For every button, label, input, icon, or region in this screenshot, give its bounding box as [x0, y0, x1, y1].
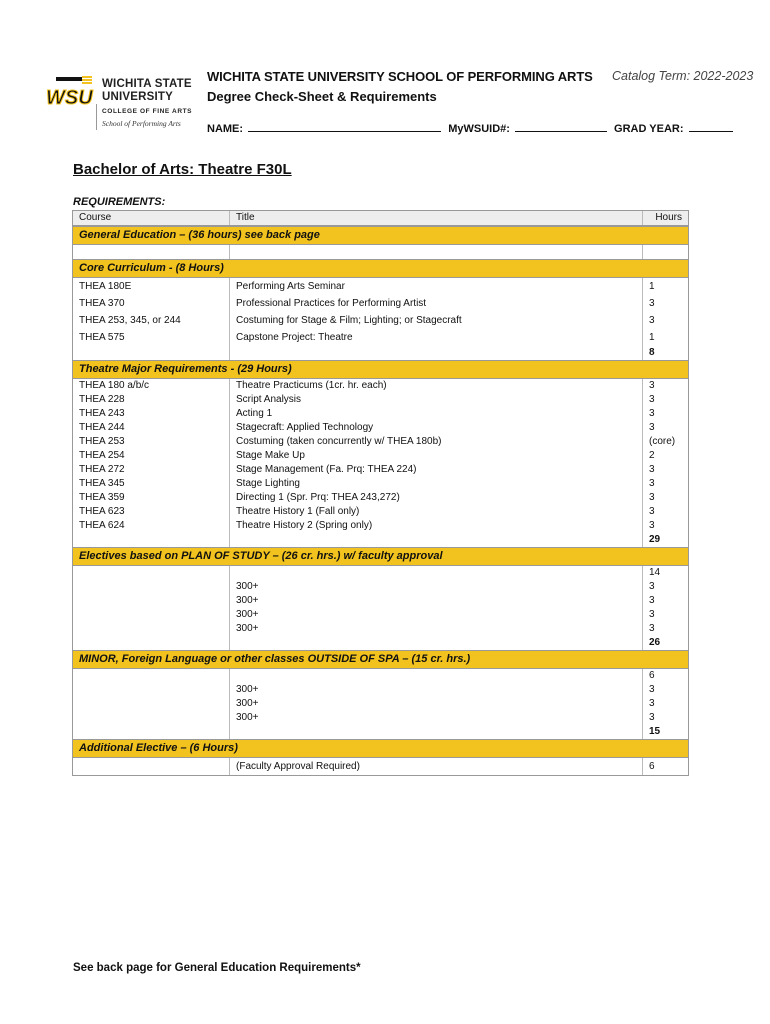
table-row: [73, 711, 688, 725]
course-cell: THEA 254: [73, 449, 230, 463]
course-cell: THEA 243: [73, 407, 230, 421]
hours-header: Hours: [655, 212, 682, 223]
core-total-row: [73, 346, 688, 360]
hours-cell: 3: [649, 581, 655, 592]
hours-cell: 3: [649, 698, 655, 709]
name-field[interactable]: [248, 122, 441, 132]
hours-cell: 3: [649, 298, 655, 309]
table-row: [73, 622, 688, 636]
course-cell: THEA 253: [73, 435, 230, 449]
title-cell: [230, 669, 643, 683]
course-cell: THEA 180 a/b/c: [73, 379, 230, 393]
hours-cell: 3: [649, 380, 655, 391]
hours-cell: 3: [649, 422, 655, 433]
table-row: [73, 594, 688, 608]
student-fields: [207, 122, 737, 135]
course-cell: [73, 608, 230, 622]
hours-cell: 3: [649, 315, 655, 326]
title-cell: (Faculty Approval Required): [230, 758, 643, 775]
course-cell: [73, 669, 230, 683]
course-cell: [73, 594, 230, 608]
course-cell: [73, 683, 230, 697]
section-minor: MINOR, Foreign Language or other classes OUTSIDE OF SPA – (15 cr. hrs.): [73, 650, 688, 669]
table-row: [73, 463, 688, 477]
table-row: [73, 683, 688, 697]
course-cell: THEA 370: [73, 295, 230, 312]
title-cell: Theatre History 1 (Fall only): [230, 505, 643, 519]
hours-cell: 3: [649, 408, 655, 419]
title-cell: Stage Lighting: [230, 477, 643, 491]
title-cell: Stagecraft: Applied Technology: [230, 421, 643, 435]
id-label: MyWSUID#:: [448, 123, 510, 135]
school-name: School of Performing Arts: [102, 119, 181, 128]
title-cell: Stage Management (Fa. Prq: THEA 224): [230, 463, 643, 477]
core-total: 8: [649, 347, 655, 358]
table-row: [73, 278, 688, 295]
major-total: 29: [649, 534, 661, 545]
section-additional: Additional Elective – (6 Hours): [73, 739, 688, 758]
course-cell: [73, 622, 230, 636]
title-cell: 300+: [230, 608, 643, 622]
table-row: [73, 245, 688, 259]
title-cell: Capstone Project: Theatre: [230, 329, 643, 346]
section-major: Theatre Major Requirements - (29 Hours): [73, 360, 688, 379]
hours-cell: 1: [649, 332, 655, 343]
course-cell: THEA 623: [73, 505, 230, 519]
table-row: [73, 379, 688, 393]
hours-cell: 3: [649, 478, 655, 489]
page-title: WICHITA STATE UNIVERSITY SCHOOL OF PERFORMING ARTS: [207, 69, 593, 84]
title-cell: 300+: [230, 622, 643, 636]
table-row: [73, 312, 688, 329]
electives-total-row: [73, 636, 688, 650]
section-core: Core Curriculum - (8 Hours): [73, 259, 688, 278]
hours-cell: 3: [649, 506, 655, 517]
course-cell: THEA 180E: [73, 278, 230, 295]
hours-cell: 3: [649, 609, 655, 620]
hours-cell: 3: [649, 464, 655, 475]
title-cell: 300+: [230, 683, 643, 697]
table-row: [73, 669, 688, 683]
title-cell: Script Analysis: [230, 393, 643, 407]
footer-note: See back page for General Education Requirements*: [73, 962, 361, 974]
title-cell: 300+: [230, 711, 643, 725]
hours-cell: 3: [649, 623, 655, 634]
table-row: [73, 421, 688, 435]
course-cell: THEA 575: [73, 329, 230, 346]
table-row: [73, 491, 688, 505]
title-cell: Stage Make Up: [230, 449, 643, 463]
course-cell: THEA 345: [73, 477, 230, 491]
title-cell: Costuming for Stage & Film; Lighting; or Stagecraft: [230, 312, 643, 329]
hours-cell: 3: [649, 684, 655, 695]
college-name: COLLEGE OF FINE ARTS: [102, 108, 193, 115]
table-row: [73, 566, 688, 580]
requirements-label: REQUIREMENTS:: [73, 196, 166, 208]
title-cell: 300+: [230, 594, 643, 608]
university-name: WICHITA STATE UNIVERSITY: [102, 78, 192, 103]
hours-cell: (core): [649, 436, 676, 447]
course-cell: [73, 697, 230, 711]
table-row: [73, 580, 688, 594]
section-gen-ed: General Education – (36 hours) see back page: [73, 226, 688, 245]
hours-cell: 3: [649, 712, 655, 723]
hours-cell: 3: [649, 394, 655, 405]
hours-cell: 6: [649, 670, 655, 681]
table-row: [73, 393, 688, 407]
table-row: [73, 697, 688, 711]
table-row: [73, 407, 688, 421]
electives-total: 26: [649, 637, 661, 648]
minor-total: 15: [649, 726, 661, 737]
title-cell: 300+: [230, 697, 643, 711]
table-row: [73, 477, 688, 491]
hours-cell: 6: [649, 761, 655, 772]
course-cell: THEA 624: [73, 519, 230, 533]
major-total-row: [73, 533, 688, 547]
table-row: [73, 758, 688, 775]
title-cell: Theatre History 2 (Spring only): [230, 519, 643, 533]
hours-cell: 3: [649, 520, 655, 531]
title-cell: Costuming (taken concurrently w/ THEA 180b): [230, 435, 643, 449]
table-row: [73, 449, 688, 463]
title-header: Title: [230, 211, 643, 225]
logo-divider: [96, 104, 97, 130]
table-row: [73, 505, 688, 519]
title-cell: Performing Arts Seminar: [230, 278, 643, 295]
course-cell: THEA 272: [73, 463, 230, 477]
hours-cell: 2: [649, 450, 655, 461]
table-header: [73, 211, 688, 226]
section-electives: Electives based on PLAN OF STUDY – (26 cr. hrs.) w/ faculty approval: [73, 547, 688, 566]
title-cell: Theatre Practicums (1cr. hr. each): [230, 379, 643, 393]
table-row: [73, 295, 688, 312]
minor-total-row: [73, 725, 688, 739]
grad-year-field[interactable]: [689, 122, 733, 132]
title-cell: Professional Practices for Performing Artist: [230, 295, 643, 312]
title-cell: Acting 1: [230, 407, 643, 421]
course-header: Course: [73, 211, 230, 225]
hours-cell: 14: [649, 567, 661, 578]
logo-mark: WSU: [46, 87, 93, 109]
table-row: [73, 608, 688, 622]
course-cell: [73, 566, 230, 580]
course-cell: THEA 244: [73, 421, 230, 435]
course-cell: THEA 359: [73, 491, 230, 505]
table-row: [73, 435, 688, 449]
table-row: [73, 329, 688, 346]
catalog-term: Catalog Term: 2022-2023: [612, 69, 754, 83]
title-cell: 300+: [230, 580, 643, 594]
shocker-logo-icon: [44, 74, 96, 114]
hours-cell: 3: [649, 595, 655, 606]
requirements-table: [72, 210, 689, 776]
course-cell: [73, 758, 230, 775]
grad-year-label: GRAD YEAR:: [614, 123, 684, 135]
course-cell: THEA 228: [73, 393, 230, 407]
course-cell: [73, 580, 230, 594]
name-label: NAME:: [207, 123, 244, 135]
program-title: Bachelor of Arts: Theatre F30L: [73, 161, 292, 178]
title-cell: Directing 1 (Spr. Prq: THEA 243,272): [230, 491, 643, 505]
table-row: [73, 519, 688, 533]
page-subtitle: Degree Check-Sheet & Requirements: [207, 89, 437, 104]
course-cell: [73, 711, 230, 725]
hours-cell: 1: [649, 281, 655, 292]
title-cell: [230, 566, 643, 580]
wsuid-field[interactable]: [515, 122, 607, 132]
hours-cell: 3: [649, 492, 655, 503]
course-cell: THEA 253, 345, or 244: [73, 312, 230, 329]
wsu-logo: [44, 74, 204, 134]
